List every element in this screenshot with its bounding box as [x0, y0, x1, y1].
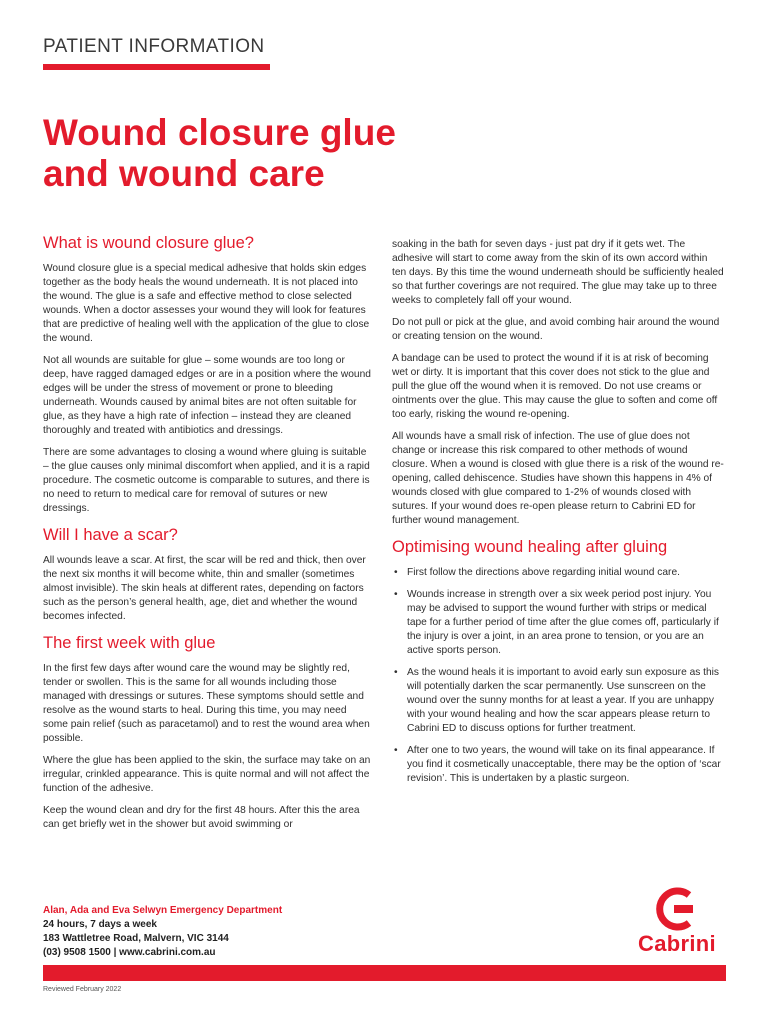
paragraph: There are some advantages to closing a wound where gluing is suitable – the glue causes only minimal discomfort when applied, and it is a rapid procedure. The cosmetic outcome is comparable to sutures, and there is no need to return to medical care for removal of sutures or new dressings. [43, 447, 370, 514]
list-item: • As the wound heals it is important to avoid early sun exposure as this will potentially darken the scar permanently. Use sunscreen on the wound over the sunny months for at least a year. If you are unhappy with your wound healing and how the scar appears please return to Cabrini ED to discuss options for further treatment. [392, 666, 724, 736]
page-title [43, 112, 643, 194]
list-item: • After one to two years, the wound will take on its final appearance. If you find it cosmetically unacceptable, there may be the option of ‘scar revision’. This is undertaken by a plastic surgeon. [392, 744, 724, 786]
cabrini-logo-icon [625, 887, 729, 931]
title-line-2: and wound care [43, 153, 325, 194]
right-column [392, 238, 724, 794]
paragraph: In the first few days after wound care the wound may be slightly red, tender or swollen. This is the same for all wounds including those managed with dressings or sutures. These symptoms should settle and resolve as the wound starts to heal. During this time, you may need some pain relief (such as paracetamol) and to rest the wound area when possible. [43, 663, 370, 744]
list-item: • First follow the directions above regarding initial wound care. [392, 566, 724, 580]
paragraph: soaking in the bath for seven days - just pat dry if it gets wet. The adhesive will start to come away from the skin of its own accord within ten days. By this time the wound underneath should be sufficiently healed so that further coverings are not required. The glue may take up to three weeks to completely fall off your wound. [392, 239, 724, 306]
heading-first-week: The first week with glue [43, 634, 216, 652]
footer-contact [43, 904, 282, 960]
list-item: • Wounds increase in strength over a six week period post injury. You may be advised to support the wound further with strips or medical tape for a further period of time after the glue comes off, particularly if the injury is over a joint, in an area prone to tension, or you are an active sports person. [392, 588, 724, 658]
heading-what-is-glue: What is wound closure glue? [43, 234, 254, 252]
paragraph: All wounds have a small risk of infection. The use of glue does not change or increase this risk compared to other methods of wound closure. When a wound is closed with glue there is a risk of the wound re-opening, called dehiscence. Studies have shown this happens in 4% of wounds closed with glue compared to 1-2% of wounds closed with sutures. If your wound does re-open please return to Cabrini ED for further wound management. [392, 431, 724, 526]
paragraph: A bandage can be used to protect the wound if it is at risk of becoming wet or dirty. It is important that this cover does not stick to the glue and pull the glue off the wound when it is removed. Do not use creams or ointments over the glue. This may cause the glue to soften and come off too early, risking the wound re-opening. [392, 353, 718, 420]
logo-wordmark: Cabrini [638, 931, 716, 956]
paragraph: Keep the wound clean and dry for the first 48 hours. After this the area can get briefly wet in the shower but avoid swimming or [43, 805, 360, 830]
left-column [43, 232, 373, 840]
reviewed-date: Reviewed February 2022 [43, 986, 122, 993]
title-line-1: Wound closure glue [43, 112, 396, 153]
cabrini-logo [625, 887, 729, 955]
footer-hours: 24 hours, 7 days a week [43, 919, 157, 930]
paragraph: Do not pull or pick at the glue, and avoid combing hair around the wound or creating tension on the wound. [392, 317, 720, 342]
paragraph: Not all wounds are suitable for glue – some wounds are too long or deep, have ragged damaged edges or are in a position where the wound edges will be under the stress of movement or prone to bleeding underneath. Wounds caused by animal bites are not often suitable for glue, as they have a high rate of infection – instead they are cleaned thoroughly and treated with antibiotics and dressings. [43, 355, 371, 436]
heading-scar: Will I have a scar? [43, 526, 178, 544]
paragraph: Wound closure glue is a special medical adhesive that holds skin edges together as the body heals the wound underneath. It is not placed into the wound. The glue is a safe and effective method to close selected wounds. When a doctor assesses your wound they will look for features that are predictive of healing well with the application of the glue to close the wound. [43, 263, 370, 344]
footer-address: 183 Wattletree Road, Malvern, VIC 3144 [43, 933, 229, 944]
footer-department: Alan, Ada and Eva Selwyn Emergency Department [43, 905, 283, 916]
heading-optimising: Optimising wound healing after gluing [392, 538, 668, 556]
header-label: PATIENT INFORMATION [43, 36, 265, 57]
header-rule [43, 64, 270, 70]
footer-contact-line: (03) 9508 1500 | www.cabrini.com.au [43, 947, 216, 958]
tips-list [392, 566, 724, 786]
paragraph: Where the glue has been applied to the skin, the surface may take on an irregular, crinkled appearance. This is quite normal and will not affect the function of the adhesive. [43, 755, 371, 794]
paragraph: All wounds leave a scar. At first, the scar will be red and thick, then over the next six months it will become white, thin and smaller (sometimes almost invisible). The skin heals at different rates, depending on factors such as the person’s general health, age, diet and whether the wound becomes infected. [43, 555, 366, 622]
footer-bar [43, 965, 726, 981]
